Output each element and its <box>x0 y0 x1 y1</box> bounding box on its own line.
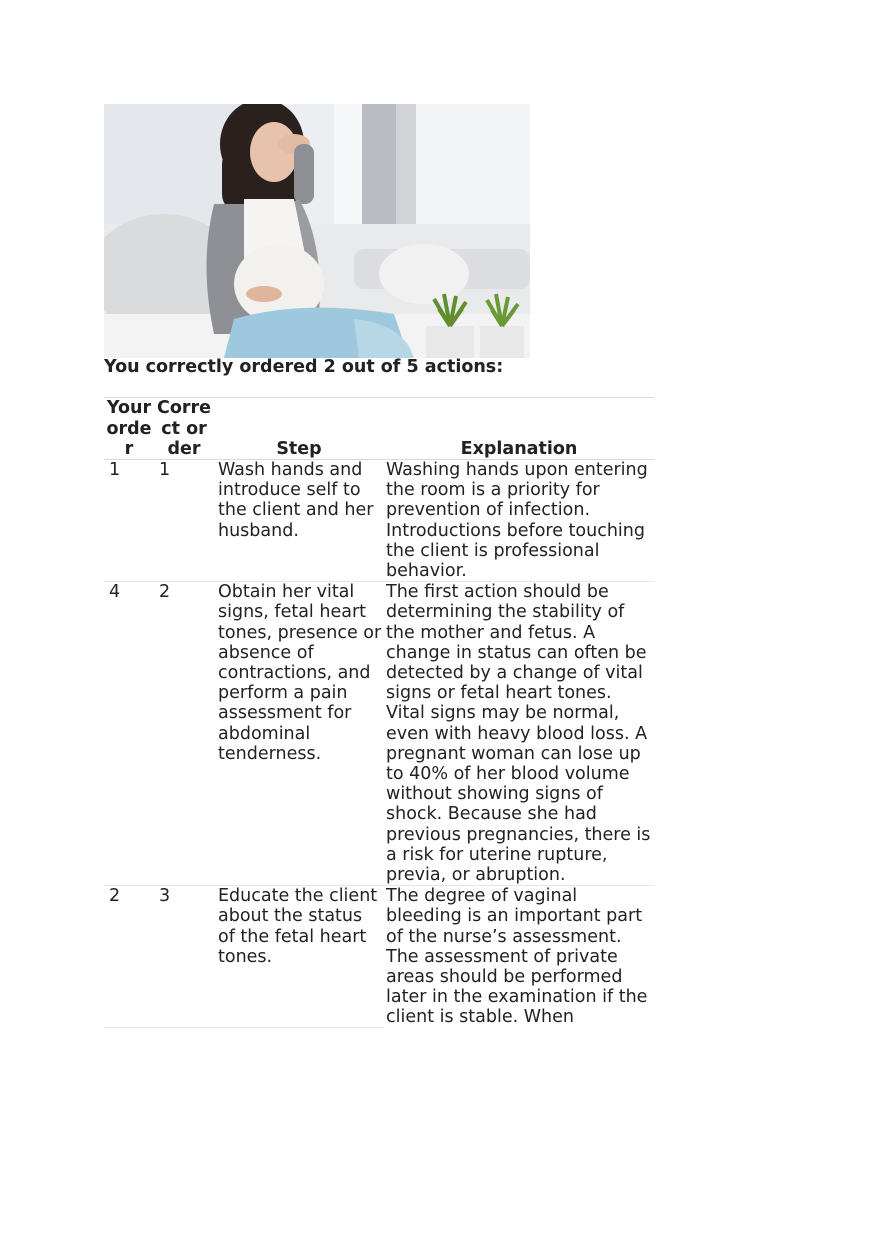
correct-order-cell: 3 <box>154 886 214 1028</box>
step-cell: Obtain her vital signs, fetal heart tones, presence or absence of contractions, and perform a pain assessment for abdominal tenderness. <box>214 582 384 886</box>
correct-order-cell: 2 <box>154 582 214 886</box>
step-cell: Wash hands and introduce self to the client and her husband. <box>214 460 384 582</box>
explanation-cell: The first action should be determining the stability of the mother and fetus. A change in status can often be detected by a change of vital signs or fetal heart tones. Vital signs may be normal, even with heavy blood loss. A pregnant woman can lose up to 40% of her blood volume without showing signs of shock. Because she had previous pregnancies, there is a risk for uterine rupture, previa, or abruption. <box>384 582 654 886</box>
header-your-order: Your order <box>104 398 154 460</box>
table-header-row <box>104 398 654 460</box>
table-row <box>104 582 654 886</box>
your-order-cell: 2 <box>104 886 154 1028</box>
actions-order-table <box>104 397 654 1028</box>
pregnant-woman-illustration <box>104 104 530 358</box>
table-row <box>104 886 654 1028</box>
your-order-cell: 4 <box>104 582 154 886</box>
explanation-cell: The degree of vaginal bleeding is an important part of the nurse’s assessment. The assessment of private areas should be performed later in the examination if the client is stable. When <box>386 886 648 1028</box>
step-cell: Educate the client about the status of the fetal heart tones. <box>214 886 384 1028</box>
pregnant-woman-photo <box>104 104 530 358</box>
header-explanation: Explanation <box>384 398 654 460</box>
table-row <box>104 460 654 582</box>
your-order-cell: 1 <box>104 460 154 582</box>
explanation-cell: Washing hands upon entering the room is a priority for prevention of infection. Introductions before touching the client is professional behavior. <box>384 460 654 582</box>
result-heading: You correctly ordered 2 out of 5 actions: <box>104 357 504 377</box>
correct-order-cell: 1 <box>154 460 214 582</box>
header-correct-order: Correct order <box>154 398 214 460</box>
header-step: Step <box>214 398 384 460</box>
